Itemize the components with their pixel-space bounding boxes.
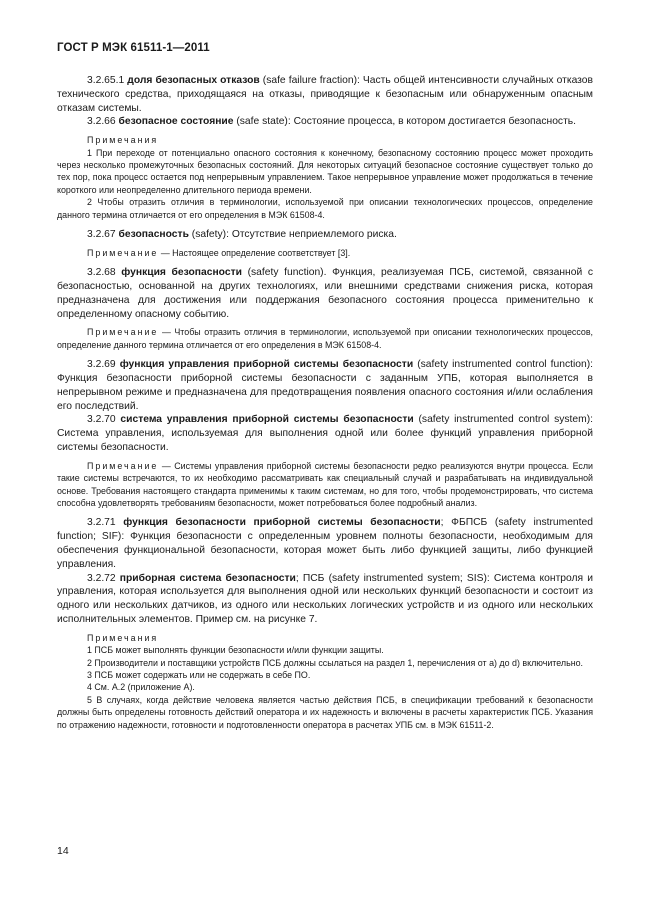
term-title: безопасное состояние xyxy=(118,116,234,128)
note-single: Примечание — Настоящее определение соответствует [3]. xyxy=(87,247,351,258)
clause-number: 3.2.66 xyxy=(87,116,116,128)
definition-3-2-68 xyxy=(57,266,593,321)
notes-heading: Примечания xyxy=(87,135,159,146)
clause-number: 3.2.70 xyxy=(87,414,116,426)
definition-3-2-67 xyxy=(57,228,593,242)
clause-number: 3.2.68 xyxy=(87,267,116,279)
term-title: доля безопасных отказов xyxy=(127,75,260,86)
note-item: 4 См. А.2 (приложение А). xyxy=(87,682,195,693)
definition-text: (safe failure fraction): Часть общей интенсивности случайных отказов технического средства, приходящаяся на отказы, приводящие к безопасным или обнаруженным опасным отказам системы. xyxy=(57,75,593,114)
definition-text: (safety): Отсутствие неприемлемого риска. xyxy=(188,229,397,241)
page-number: 14 xyxy=(57,845,69,857)
clause-number: 3.2.72 xyxy=(87,572,116,584)
term-title: система управления приборной системы безопасности xyxy=(120,414,414,426)
term-title: функция безопасности приборной системы безопасности xyxy=(123,517,441,529)
notes-heading: Примечания xyxy=(87,632,159,643)
note-single: Примечание — Чтобы отразить отличия в терминологии, используемой при описании технологических процессов, определение данного термина отличается от его определения в МЭК 61508-4. xyxy=(57,327,593,350)
definition-3-2-71 xyxy=(57,516,593,571)
clause-number: 3.2.67 xyxy=(87,229,116,241)
clause-number: 3.2.69 xyxy=(87,359,116,371)
note-item: 5 В случаях, когда действие человека является частью действия ПСБ, в спецификации требований к безопасности должны быть определены готовность действий оператора и их надежность и включены в расчеты характеристик ПСБ. Указания по отражению надежности, готовности и подготовленности оператора в расчетах УПБ см. в МЭК 61511-2. xyxy=(57,694,593,730)
definition-3-2-69 xyxy=(57,358,593,413)
definition-3-2-72 xyxy=(57,572,593,627)
clause-number: 3.2.71 xyxy=(87,517,116,529)
definition-text: (safety instrumented control function): Функция безопасности приборной системы безопасности с заданным УПБ, которая выполняется в непрерывном режиме и предназначена для предотвращения появления опасного состояния и/или ослабления его последствий. xyxy=(57,359,593,412)
term-title: функция безопасности xyxy=(121,267,242,279)
term-title: приборная система безопасности xyxy=(119,572,296,584)
term-title: функция управления приборной системы безопасности xyxy=(119,359,414,371)
clause-number: 3.2.65.1 xyxy=(87,75,125,86)
definition-text: ; ПСБ (safety instrumented system; SIS): Система контроля и управления, которая используется для выполнения одной или нескольких функций безопасности и состоит из одного или нескольких датчиков, из одного или нескольких логических устройств и из одного или нескольких исполнительных элементов. Пример см. на рисунке 7. xyxy=(57,572,593,626)
note-single: Примечание — Системы управления приборной системы безопасности редко реализуются внутри процесса. Если такие системы встречаются, то их необходимо рассматривать как специальный случай и разрабатывать на индивидуальной основе. Требования настоящего стандарта применимы к таким системам, но для того, чтобы продемонстрировать, что система способна удовлетворять требованиям безопасности, может потребоваться более подробный анализ. xyxy=(57,460,593,509)
note-item: 2 Производители и поставщики устройств ПСБ должны ссылаться на раздел 1, перечисления от а) до d) включительно. xyxy=(87,657,583,668)
note-item: 3 ПСБ может содержать или не содержать в себе ПО. xyxy=(87,670,311,681)
note-item: 1 ПСБ может выполнять функции безопасности и/или функции защиты. xyxy=(87,645,384,656)
note-item: 2 Чтобы отразить отличия в терминологии, используемой при описании технологических процессов, определение данного термина отличается от его определения в МЭК 61508-4. xyxy=(57,197,593,220)
definition-text: (safety instrumented control system): Система управления, используемая для выполнения одной или более функций управления приборной системы безопасности. xyxy=(57,414,593,454)
note-item: 1 При переходе от потенциально опасного состояния к конечному, безопасному состоянию процесс может проходить через несколько промежуточных безопасных состояний. Для некоторых ситуаций безопасное состояние существует только до тех пор, пока процесс остается под непрерывным управлением. Такое непрерывное управление может продолжаться в течение короткого или неопределенно длительного периода времени. xyxy=(57,147,593,195)
definition-3-2-65-1 xyxy=(57,74,593,115)
definition-3-2-70 xyxy=(57,413,593,454)
page-content xyxy=(57,74,593,731)
standard-header: ГОСТ Р МЭК 61511-1—2011 xyxy=(57,42,210,54)
definition-text: (safe state): Состояние процесса, в котором достигается безопасность. xyxy=(233,116,577,128)
definition-text: ; ФБПСБ (safety instrumented function; SIF): Функция безопасности с определенным уровнем полноты безопасности, необходимым для обеспечения функциональной безопасности, которая может быть либо функцией защиты, либо функцией управления. xyxy=(57,517,593,570)
term-title: безопасность xyxy=(118,229,189,241)
definition-text: (safety function). Функция, реализуемая ПСБ, системой, связанной с безопасностью, основанной на других технологиях, или внешними средствами снижения риска, которая предназначена для достижения или поддержания безопасного состояния процесса применительно к определенному опасному событию. xyxy=(57,267,593,320)
definition-3-2-66 xyxy=(57,115,593,129)
